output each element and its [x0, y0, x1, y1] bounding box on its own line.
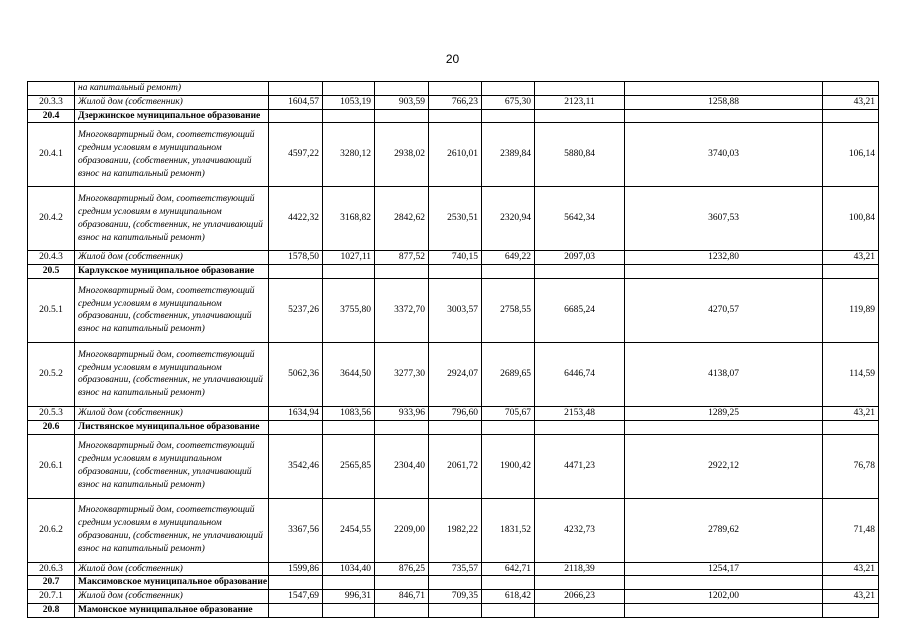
empty-cell: [482, 420, 535, 434]
value-cell: 735,57: [429, 562, 482, 576]
value-cell: 5062,36: [269, 342, 323, 406]
table-row: [28, 590, 879, 604]
value-cell: 71,48: [823, 498, 879, 562]
empty-cell: [323, 109, 375, 123]
value-cell: 2758,55: [482, 278, 535, 342]
value-cell: 1547,69: [269, 590, 323, 604]
empty-cell: [375, 603, 429, 617]
value-cell: 6446,74: [535, 342, 625, 406]
value-cell: [625, 82, 823, 96]
empty-cell: [823, 109, 879, 123]
value-cell: [323, 82, 375, 96]
page-number: 20: [445, 52, 460, 66]
value-cell: 1289,25: [625, 406, 823, 420]
value-cell: 2789,62: [625, 498, 823, 562]
row-description: Многоквартирный дом, соответствующий средним условиям в муниципальном образовании, (собственник, уплачивающий взнос на капитальный ремонт): [75, 123, 269, 187]
value-cell: 1258,88: [625, 95, 823, 109]
table-row: [28, 82, 879, 96]
empty-cell: [823, 265, 879, 279]
row-code: 20.5.1: [28, 278, 75, 342]
value-cell: 740,15: [429, 251, 482, 265]
value-cell: 2610,01: [429, 123, 482, 187]
value-cell: 705,67: [482, 406, 535, 420]
empty-cell: [323, 265, 375, 279]
value-cell: 2689,65: [482, 342, 535, 406]
empty-cell: [429, 576, 482, 590]
value-cell: 1599,86: [269, 562, 323, 576]
value-cell: 4232,73: [535, 498, 625, 562]
row-description: Многоквартирный дом, соответствующий средним условиям в муниципальном образовании, (собственник, не уплачивающий взнос на капитальный ремонт): [75, 498, 269, 562]
empty-cell: [375, 576, 429, 590]
value-cell: 796,60: [429, 406, 482, 420]
value-cell: 4597,22: [269, 123, 323, 187]
table-row: [28, 251, 879, 265]
value-cell: 2123,11: [535, 95, 625, 109]
section-code: 20.4: [28, 109, 75, 123]
value-cell: 43,21: [823, 562, 879, 576]
value-cell: 3542,46: [269, 434, 323, 498]
row-description: Жилой дом (собственник): [75, 590, 269, 604]
value-cell: 903,59: [375, 95, 429, 109]
value-cell: 2209,00: [375, 498, 429, 562]
value-cell: 2304,40: [375, 434, 429, 498]
empty-cell: [429, 420, 482, 434]
table-row: [28, 95, 879, 109]
value-cell: 106,14: [823, 123, 879, 187]
value-cell: 76,78: [823, 434, 879, 498]
empty-cell: [323, 603, 375, 617]
value-cell: 1604,57: [269, 95, 323, 109]
value-cell: 846,71: [375, 590, 429, 604]
value-cell: 876,25: [375, 562, 429, 576]
section-row: [28, 603, 879, 617]
empty-cell: [535, 420, 625, 434]
value-cell: 5237,26: [269, 278, 323, 342]
section-row: [28, 420, 879, 434]
value-cell: 675,30: [482, 95, 535, 109]
value-cell: 5642,34: [535, 187, 625, 251]
value-cell: 2066,23: [535, 590, 625, 604]
value-cell: 43,21: [823, 590, 879, 604]
value-cell: 2842,62: [375, 187, 429, 251]
empty-cell: [625, 109, 823, 123]
row-code: 20.4.2: [28, 187, 75, 251]
row-code: 20.6.1: [28, 434, 75, 498]
row-code: [28, 82, 75, 96]
value-cell: [823, 82, 879, 96]
row-description: Жилой дом (собственник): [75, 562, 269, 576]
value-cell: 1027,11: [323, 251, 375, 265]
value-cell: 2061,72: [429, 434, 482, 498]
value-cell: 100,84: [823, 187, 879, 251]
table-body: [28, 82, 879, 618]
section-title: Карлукское муниципальное образование: [75, 265, 269, 279]
row-code: 20.4.3: [28, 251, 75, 265]
value-cell: 1900,42: [482, 434, 535, 498]
empty-cell: [625, 420, 823, 434]
value-cell: 2389,84: [482, 123, 535, 187]
empty-cell: [482, 109, 535, 123]
empty-cell: [625, 603, 823, 617]
row-description: Жилой дом (собственник): [75, 406, 269, 420]
value-cell: 4471,23: [535, 434, 625, 498]
empty-cell: [429, 265, 482, 279]
value-cell: 114,59: [823, 342, 879, 406]
value-cell: 933,96: [375, 406, 429, 420]
empty-cell: [823, 576, 879, 590]
value-cell: 3755,80: [323, 278, 375, 342]
empty-cell: [482, 265, 535, 279]
table-row: [28, 498, 879, 562]
value-cell: 649,22: [482, 251, 535, 265]
value-cell: 2938,02: [375, 123, 429, 187]
row-code: 20.4.1: [28, 123, 75, 187]
empty-cell: [323, 576, 375, 590]
empty-cell: [625, 265, 823, 279]
value-cell: 2530,51: [429, 187, 482, 251]
section-title: Мамонское муниципальное образование: [75, 603, 269, 617]
value-cell: 3280,12: [323, 123, 375, 187]
row-description: Многоквартирный дом, соответствующий средним условиям в муниципальном образовании, (собственник, не уплачивающий взнос на капитальный ремонт): [75, 342, 269, 406]
row-description: Многоквартирный дом, соответствующий средним условиям в муниципальном образовании, (собственник, уплачивающий взнос на капитальный ремонт): [75, 278, 269, 342]
value-cell: 996,31: [323, 590, 375, 604]
value-cell: [535, 82, 625, 96]
value-cell: 766,23: [429, 95, 482, 109]
row-description: на капитальный ремонт): [75, 82, 269, 96]
value-cell: 3277,30: [375, 342, 429, 406]
value-cell: 2118,39: [535, 562, 625, 576]
value-cell: 709,35: [429, 590, 482, 604]
value-cell: 1083,56: [323, 406, 375, 420]
empty-cell: [535, 603, 625, 617]
value-cell: 2924,07: [429, 342, 482, 406]
empty-cell: [269, 265, 323, 279]
empty-cell: [269, 420, 323, 434]
value-cell: 1578,50: [269, 251, 323, 265]
section-title: Листвянское муниципальное образование: [75, 420, 269, 434]
section-title: Дзержинское муниципальное образование: [75, 109, 269, 123]
empty-cell: [323, 420, 375, 434]
value-cell: 3367,56: [269, 498, 323, 562]
value-cell: 2565,85: [323, 434, 375, 498]
value-cell: 4138,07: [625, 342, 823, 406]
empty-cell: [625, 576, 823, 590]
tariff-table: [27, 81, 879, 618]
section-row: [28, 576, 879, 590]
value-cell: 3372,70: [375, 278, 429, 342]
table-row: [28, 434, 879, 498]
table-row: [28, 406, 879, 420]
value-cell: 1232,80: [625, 251, 823, 265]
value-cell: 43,21: [823, 95, 879, 109]
value-cell: 3607,53: [625, 187, 823, 251]
empty-cell: [429, 603, 482, 617]
row-code: 20.5.2: [28, 342, 75, 406]
row-code: 20.6.2: [28, 498, 75, 562]
empty-cell: [269, 576, 323, 590]
row-description: Многоквартирный дом, соответствующий средним условиям в муниципальном образовании, (собственник, уплачивающий взнос на капитальный ремонт): [75, 434, 269, 498]
empty-cell: [429, 109, 482, 123]
value-cell: 1831,52: [482, 498, 535, 562]
value-cell: 618,42: [482, 590, 535, 604]
table-row: [28, 123, 879, 187]
value-cell: 4422,32: [269, 187, 323, 251]
value-cell: [269, 82, 323, 96]
empty-cell: [823, 420, 879, 434]
value-cell: 3740,03: [625, 123, 823, 187]
table-row: [28, 187, 879, 251]
section-row: [28, 109, 879, 123]
empty-cell: [375, 420, 429, 434]
table-row: [28, 278, 879, 342]
value-cell: 3003,57: [429, 278, 482, 342]
section-code: 20.7: [28, 576, 75, 590]
empty-cell: [535, 109, 625, 123]
value-cell: 6685,24: [535, 278, 625, 342]
row-code: 20.6.3: [28, 562, 75, 576]
value-cell: 5880,84: [535, 123, 625, 187]
empty-cell: [482, 603, 535, 617]
row-code: 20.7.1: [28, 590, 75, 604]
value-cell: 3168,82: [323, 187, 375, 251]
row-description: Жилой дом (собственник): [75, 95, 269, 109]
value-cell: [429, 82, 482, 96]
value-cell: 1982,22: [429, 498, 482, 562]
section-row: [28, 265, 879, 279]
empty-cell: [482, 576, 535, 590]
value-cell: 2922,12: [625, 434, 823, 498]
row-code: 20.5.3: [28, 406, 75, 420]
value-cell: 2320,94: [482, 187, 535, 251]
empty-cell: [375, 109, 429, 123]
row-code: 20.3.3: [28, 95, 75, 109]
value-cell: 43,21: [823, 251, 879, 265]
value-cell: 119,89: [823, 278, 879, 342]
empty-cell: [535, 265, 625, 279]
value-cell: 1202,00: [625, 590, 823, 604]
row-description: Многоквартирный дом, соответствующий средним условиям в муниципальном образовании, (собственник, не уплачивающий взнос на капитальный ремонт): [75, 187, 269, 251]
value-cell: 2454,55: [323, 498, 375, 562]
table-row: [28, 562, 879, 576]
row-description: Жилой дом (собственник): [75, 251, 269, 265]
value-cell: 43,21: [823, 406, 879, 420]
value-cell: 1034,40: [323, 562, 375, 576]
section-code: 20.8: [28, 603, 75, 617]
value-cell: 4270,57: [625, 278, 823, 342]
value-cell: 3644,50: [323, 342, 375, 406]
value-cell: 1053,19: [323, 95, 375, 109]
value-cell: 877,52: [375, 251, 429, 265]
value-cell: 2153,48: [535, 406, 625, 420]
table-row: [28, 342, 879, 406]
empty-cell: [269, 109, 323, 123]
value-cell: 642,71: [482, 562, 535, 576]
section-title: Максимовское муниципальное образование: [75, 576, 269, 590]
empty-cell: [375, 265, 429, 279]
value-cell: [482, 82, 535, 96]
section-code: 20.6: [28, 420, 75, 434]
value-cell: 1634,94: [269, 406, 323, 420]
value-cell: 2097,03: [535, 251, 625, 265]
empty-cell: [535, 576, 625, 590]
value-cell: 1254,17: [625, 562, 823, 576]
empty-cell: [823, 603, 879, 617]
value-cell: [375, 82, 429, 96]
empty-cell: [269, 603, 323, 617]
section-code: 20.5: [28, 265, 75, 279]
